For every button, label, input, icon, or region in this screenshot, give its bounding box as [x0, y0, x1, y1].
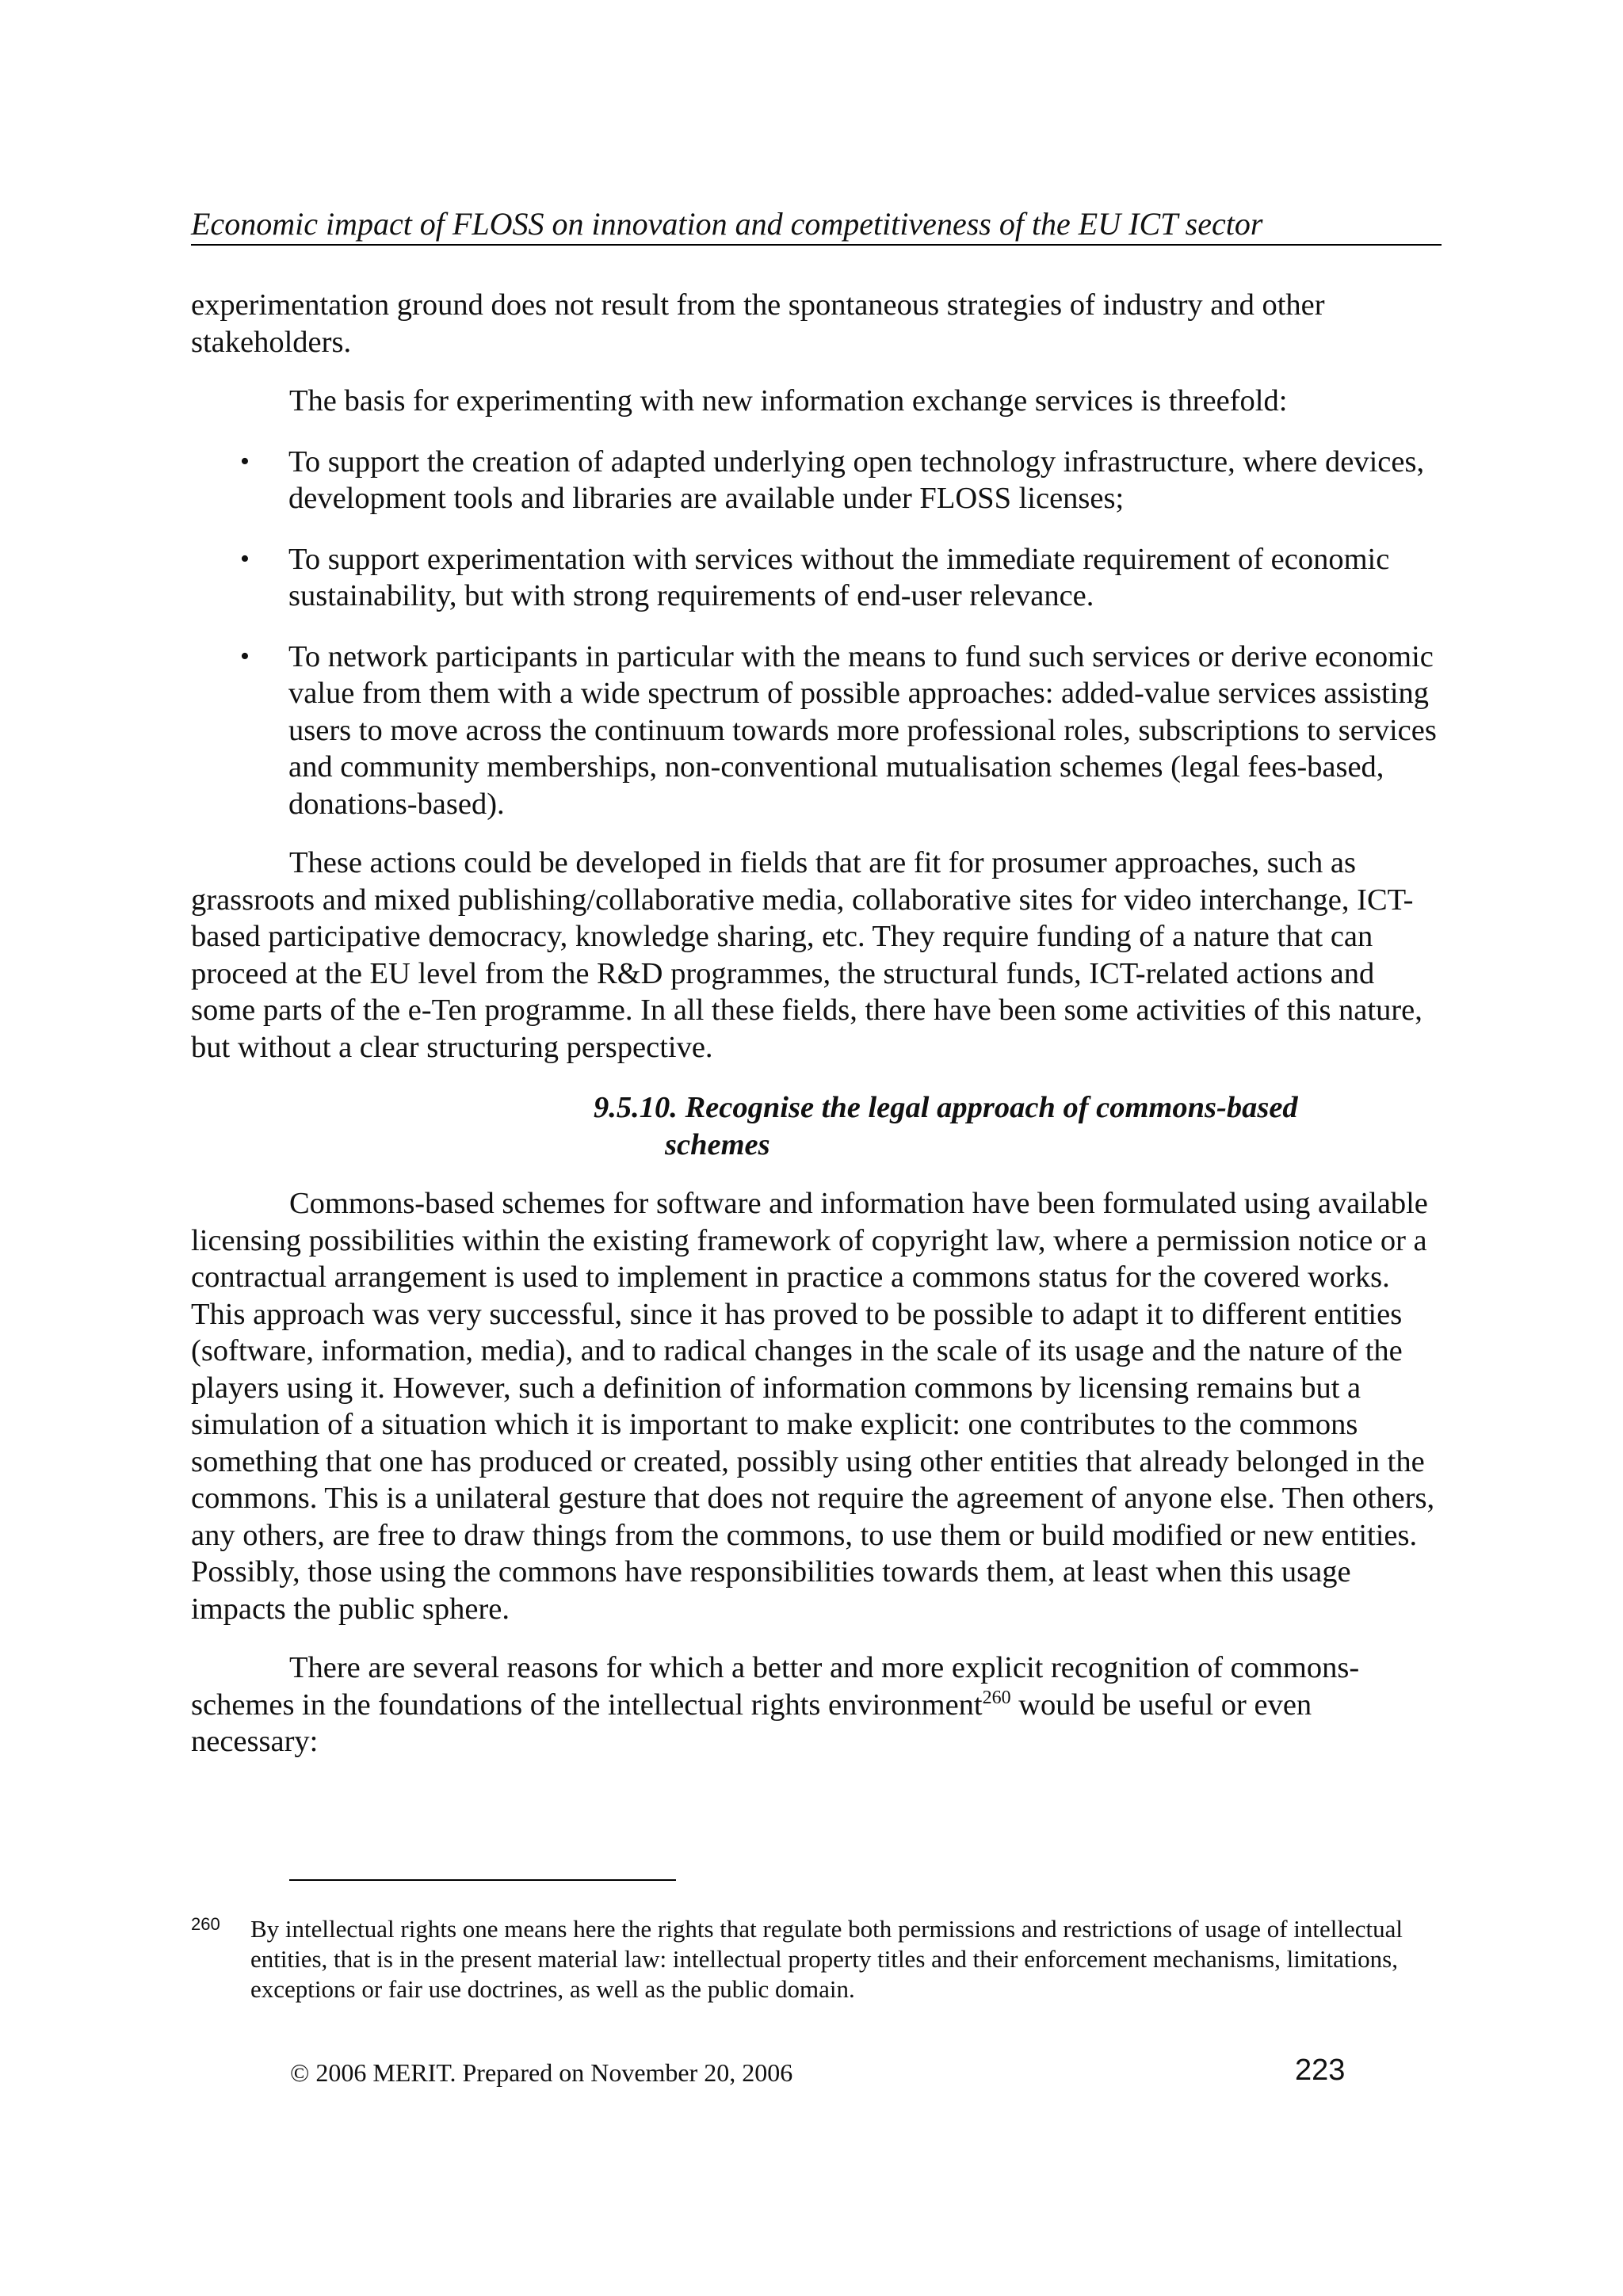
paragraph-commons: Commons-based schemes for software and information have been formulated using available licensing possibilities within the existing framework of copyright law, where a permission notice or a contractual arrangement is used to implement in practice a commons status for the covered works. This approach was very successful, since it has proved to be possible to adapt it to different entities (software, information, media), and to radical changes in the scale of its usage and the nature of the players using it. However, such a definition of information commons by licensing remains but a simulation of a situation which it is important to make explicit: one contributes to the commons something that one has produced or created, possibly using other entities that already belonged in the commons. This is a unilateral gesture that does not require the agreement of anyone else. Then others, any others, are free to draw things from the commons, to use them or build modified or new entities. Possibly, those using the commons have responsibilities towards them, at least when this usage impacts the public sphere. [191, 1187, 1435, 1626]
paragraph-basis: The basis for experimenting with new information exchange services is threefold: [289, 384, 1288, 418]
list-item-text: To support experimentation with services without the immediate requirement of economic sustainability, but with strong requirements of end-user relevance. [288, 542, 1390, 612]
footnote-divider [289, 1879, 676, 1881]
list-item [191, 541, 1437, 615]
body-text [191, 287, 1437, 1760]
paragraph-reasons-text: There are several reasons for which a better and more explicit recognition of commons-schemes in the foundations of the intellectual rights environment [191, 1651, 1360, 1722]
footnote-reference[interactable]: 260 [982, 1687, 1011, 1708]
list-item [191, 444, 1437, 517]
list-item [191, 639, 1437, 823]
page-number: 223 [1295, 2054, 1346, 2087]
bullet-list [191, 444, 1437, 823]
footnote-number: 260 [191, 1914, 220, 1934]
paragraph-reasons-text-end: would be useful or even necessary: [191, 1688, 1312, 1758]
bullet-icon: • [240, 641, 250, 671]
bullet-icon: • [240, 446, 250, 476]
paragraph-reasons [191, 1650, 1437, 1760]
list-item-text: To support the creation of adapted underlying open technology infrastructure, where devices, development tools and libraries are available under FLOSS licenses; [288, 444, 1425, 515]
section-heading [594, 1089, 1386, 1163]
bullet-icon: • [240, 543, 250, 574]
paragraph-actions: These actions could be developed in fields that are fit for prosumer approaches, such as grassroots and mixed publishing/collaborative media, collaborative sites for video interchange, ICT-based participative democracy, knowledge sharing, etc. They require funding of a nature that can proceed at the EU level from the R&D programmes, the structural funds, ICT-related actions and some parts of the e-Ten programme. In all these fields, there have been some activities of this nature, but without a clear structuring perspective. [191, 846, 1423, 1064]
footnote-text: By intellectual rights one means here the rights that regulate both permissions and restrictions of usage of intellectual entities, that is in the present material law: intellectual property titles and their enforcement mechanisms, limitations, exceptions or fair use doctrines, as well as the public domain. [250, 1915, 1403, 2003]
footer-copyright: © 2006 MERIT. Prepared on November 20, 2006 [290, 2058, 793, 2087]
footnote [191, 1914, 1437, 2004]
list-item-text: To network participants in particular with the means to fund such services or derive economic value from them with a wide spectrum of possible approaches: added-value services assisting users to move across the continuum towards more professional roles, subscriptions to services and community memberships, non-conventional mutualisation schemes (legal fees-based, donations-based). [288, 639, 1437, 821]
running-header: Economic impact of FLOSS on innovation and competitiveness of the EU ICT sector [191, 204, 1442, 246]
section-heading-line1: 9.5.10. Recognise the legal approach of commons-based [594, 1091, 1298, 1124]
paragraph-continuation: experimentation ground does not result from the spontaneous strategies of industry and other stakeholders. [191, 288, 1325, 359]
section-heading-line2: schemes [665, 1127, 770, 1161]
